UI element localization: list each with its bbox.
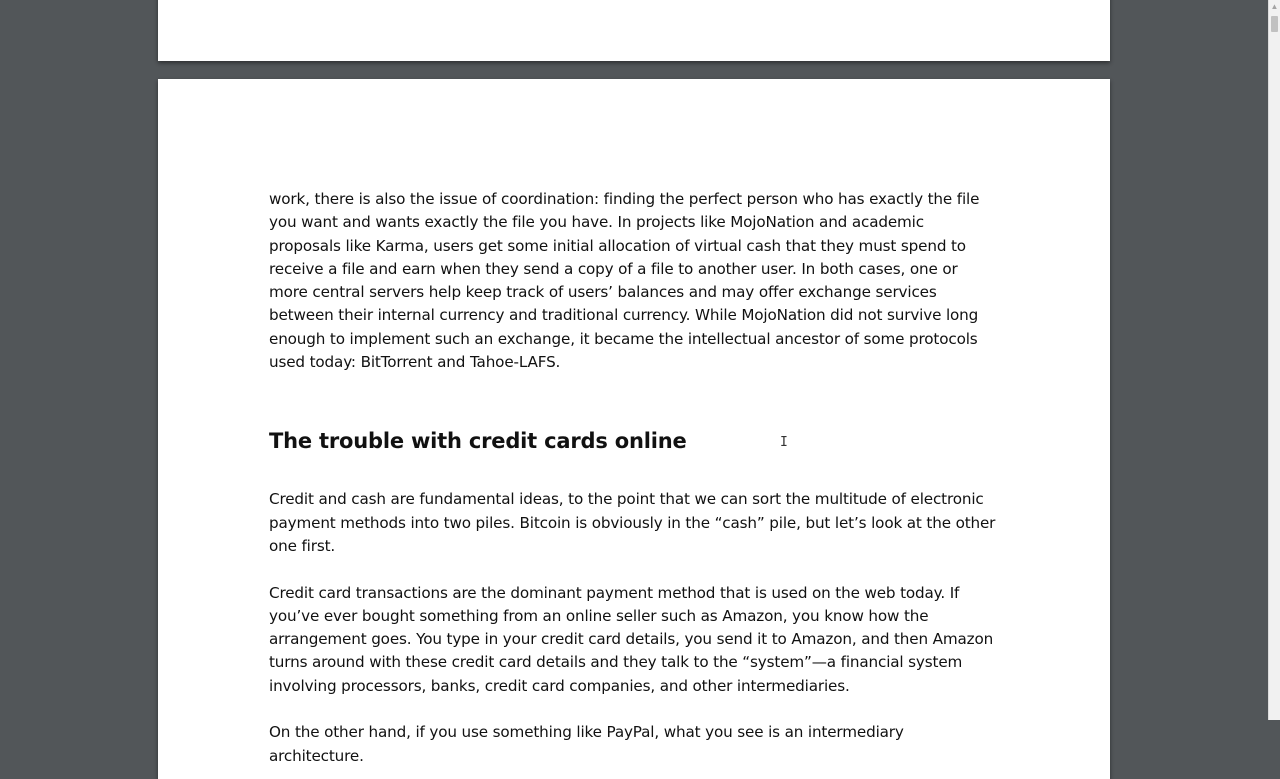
chevron-up-icon[interactable]: ▲ xyxy=(1270,2,1279,11)
vertical-scrollbar[interactable] xyxy=(1268,0,1280,720)
paragraph-paypal: On the other hand, if you use something like PayPal, what you see is an intermediary architecture. xyxy=(269,723,904,765)
previous-page xyxy=(158,0,1110,61)
current-page xyxy=(158,79,1110,779)
paragraph-coordination: work, there is also the issue of coordination: finding the perfect person who has exactly the file you want and wants exactly the file you have. In projects like MojoNation and academic proposals like Karma, users get some initial allocation of virtual cash that they must spend to receive a file and earn when they send a copy of a file to another user. In both cases, one or more central servers help keep track of users’ balances and may offer exchange services between their internal currency and traditional currency. While MojoNation did not survive long enough to implement such an exchange, it became the intellectual ancestor of some protocols used today: BitTorrent and Tahoe-LAFS. xyxy=(269,190,980,372)
paragraph-credit-card-transactions: Credit card transactions are the dominant payment method that is used on the web today. If you’ve ever bought something from an online seller such as Amazon, you know how the arrangement goes. You type in your credit card details, you send it to Amazon, and then Amazon turns around with these credit card details and they talk to the “system”—a financial system involving processors, banks, credit card companies, and other intermediaries. xyxy=(269,583,994,695)
scrollbar-thumb[interactable] xyxy=(1271,16,1278,32)
page-content xyxy=(269,188,999,768)
text-cursor-icon: I xyxy=(780,435,788,450)
section-heading: The trouble with credit cards online xyxy=(269,429,687,454)
paragraph-credit-and-cash: Credit and cash are fundamental ideas, to the point that we can sort the multitude of electronic payment methods into two piles. Bitcoin is obviously in the “cash” pile, but let’s look at the other one first. xyxy=(269,490,996,555)
